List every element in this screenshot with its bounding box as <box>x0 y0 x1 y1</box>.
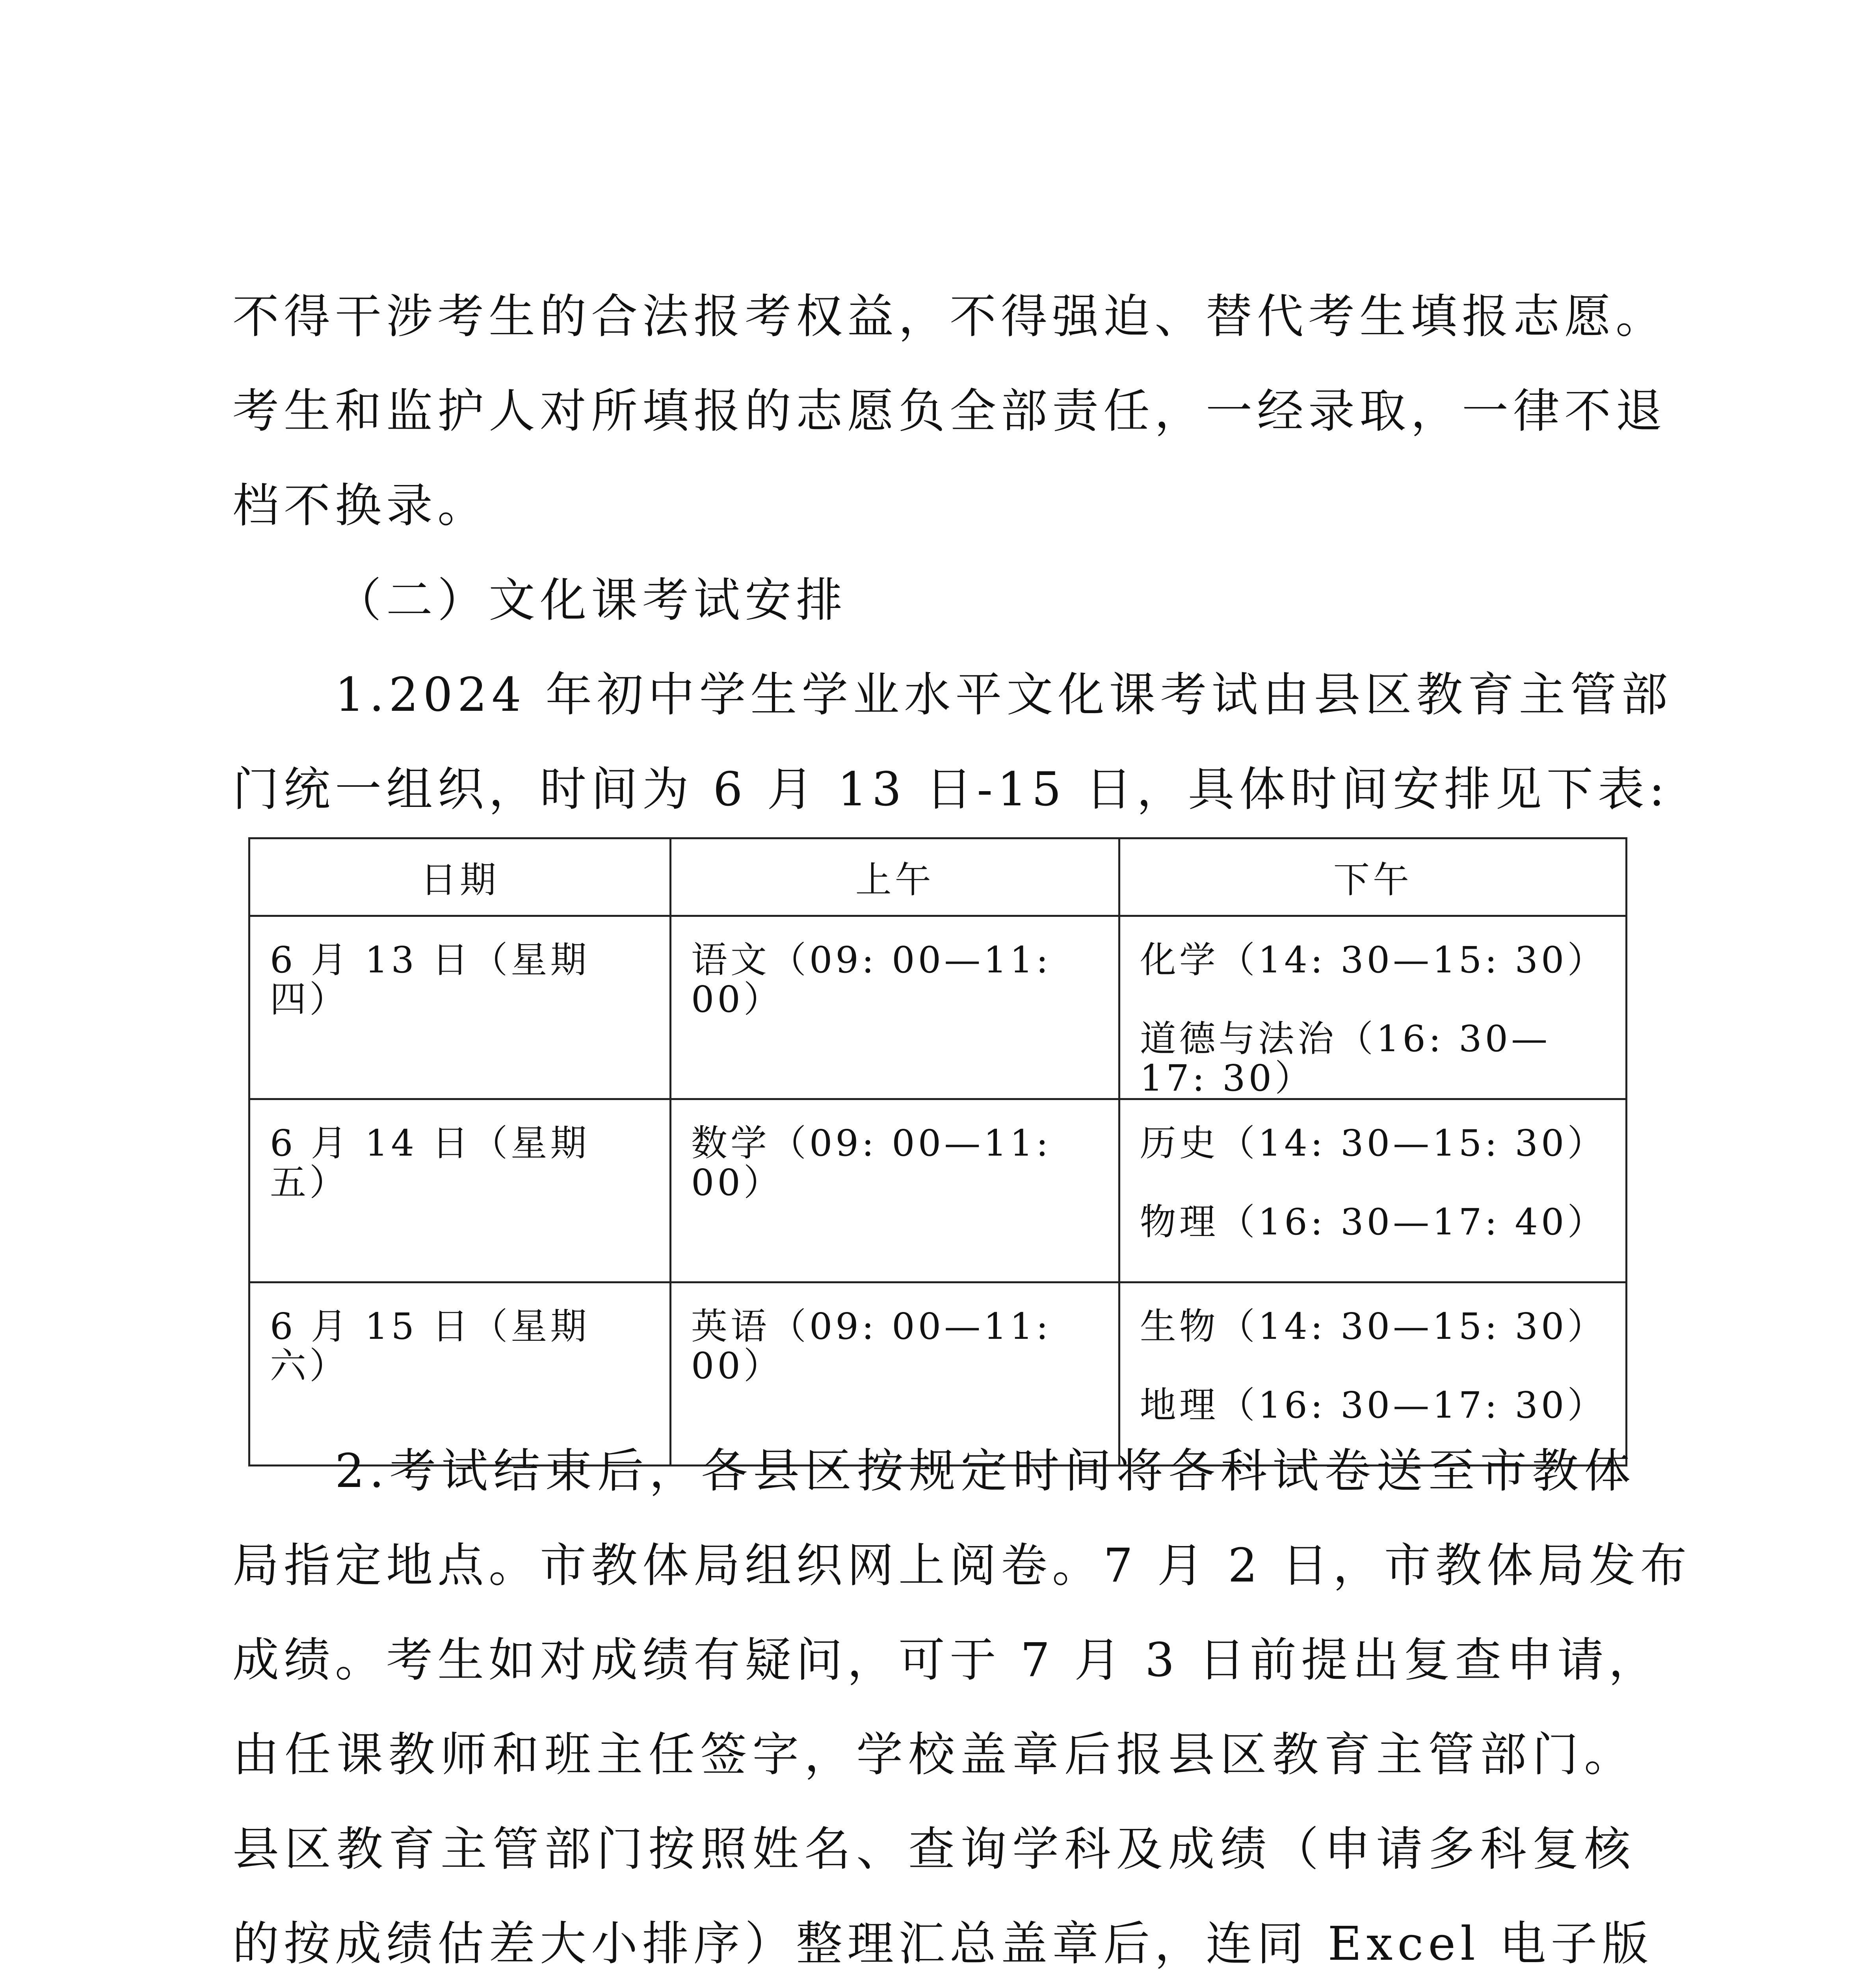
morning-exam: 英语（09: 00—11: 00） <box>691 1305 1052 1387</box>
morning-exam: 数学（09: 00—11: 00） <box>691 1122 1052 1204</box>
afternoon-exam: 物理（16: 30—17: 40） <box>1140 1201 1607 1243</box>
body-line: 的按成绩估差大小排序）整理汇总盖章后，连同 Excel 电子版 <box>232 1916 1653 1970</box>
body-line: 2.考试结束后，各县区按规定时间将各科试卷送至市教体 <box>335 1444 1635 1498</box>
afternoon-exam: 历史（14: 30—15: 30） <box>1140 1122 1607 1164</box>
morning-cell <box>670 1099 1119 1282</box>
afternoon-cell <box>1119 1282 1626 1466</box>
exam-schedule-table <box>248 837 1627 1466</box>
morning-cell <box>670 916 1119 1099</box>
table-header-row <box>249 838 1627 916</box>
afternoon-exam: 生物（14: 30—15: 30） <box>1140 1305 1607 1347</box>
table-row <box>249 1099 1627 1282</box>
body-line: 1.2024 年初中学生学业水平文化课考试由县区教育主管部 <box>335 667 1673 722</box>
date-text: 6 月 15 日（星期六） <box>270 1305 590 1387</box>
body-line: 局指定地点。市教体局组织网上阅卷。7 月 2 日，市教体局发布 <box>232 1538 1692 1593</box>
body-line: 门统一组织，时间为 6 月 13 日-15 日，具体时间安排见下表: <box>232 762 1670 816</box>
afternoon-exam: 地理（16: 30—17: 30） <box>1140 1384 1607 1426</box>
body-line: 成绩。考生如对成绩有疑问，可于 7 月 3 日前提出复查申请， <box>232 1633 1660 1687</box>
date-cell <box>249 1282 671 1466</box>
body-line: 县区教育主管部门按照姓名、查询学科及成绩（申请多科复核 <box>232 1822 1635 1876</box>
table-row <box>249 1282 1627 1466</box>
afternoon-exam: 化学（14: 30—15: 30） <box>1140 939 1607 981</box>
date-cell <box>249 1099 671 1282</box>
column-header-date: 日期 <box>249 838 671 916</box>
column-header-morning: 上午 <box>670 838 1119 916</box>
date-text: 6 月 14 日（星期五） <box>270 1122 590 1204</box>
table-row <box>249 916 1627 1099</box>
date-text: 6 月 13 日（星期四） <box>270 939 590 1020</box>
section-heading: （二）文化课考试安排 <box>335 573 848 627</box>
body-line: 考生和监护人对所填报的志愿负全部责任，一经录取，一律不退 <box>232 384 1667 438</box>
afternoon-cell <box>1119 916 1626 1099</box>
morning-cell <box>670 1282 1119 1466</box>
column-header-afternoon: 下午 <box>1119 838 1626 916</box>
afternoon-exam: 道德与法治（16: 30—17: 30） <box>1140 1018 1551 1099</box>
body-line: 不得干涉考生的合法报考权益，不得强迫、替代考生填报志愿。 <box>232 289 1667 344</box>
morning-exam: 语文（09: 00—11: 00） <box>691 939 1052 1020</box>
body-line: 由任课教师和班主任签字，学校盖章后报县区教育主管部门。 <box>232 1727 1635 1782</box>
date-cell <box>249 916 671 1099</box>
afternoon-cell <box>1119 1099 1626 1282</box>
body-line: 档不换录。 <box>232 478 489 533</box>
